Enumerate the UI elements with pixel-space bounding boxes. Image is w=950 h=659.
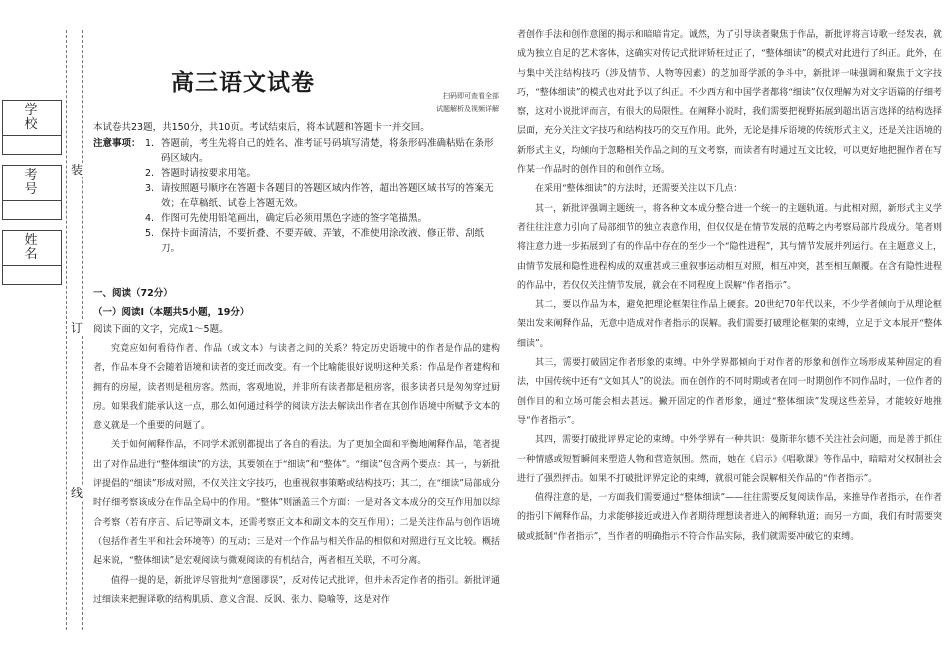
notice-item: [145, 226, 500, 256]
section-heading: 一、阅读（72分）: [93, 288, 173, 299]
scan-hint-line: 试题解析及视频详解: [436, 105, 499, 113]
exam-number-field[interactable]: [2, 165, 62, 220]
notice-item: [145, 166, 500, 181]
school-label: 学 校: [3, 101, 61, 136]
passage-paragraph: 其一，新批评强调主题统一，将各种文本成分整合进一个统一的主题轨道。与此相对照，新形式主义学者往往注意力引向了局部细节的独立表意作用，但仅仅是在情节发展的范畴之内考察局部片段成分。笔者则将注意力进一步拓展到了有的作品中存在的至少一个“隐性进程”，其与情节发展并列运行。在主题意义上，由情节发展和隐性进程构成的双重甚或三重叙事运动相互对照，相互冲突，甚至相互颠覆。在含有隐性进程的作品中，若仅仅关注情节发展，就会在不同程度上误解“作者指示”。: [517, 203, 942, 291]
notice-item: [145, 211, 500, 226]
notice-text: 保持卡面清洁，不要折叠、不要弄破、弄皱，不准使用涂改液、修正带、刮纸刀。: [161, 228, 485, 254]
notice-text: 请按照题号顺序在答题卡各题目的答题区域内作答，超出答题区域书写的答案无效；在草稿纸、试卷上答题无效。: [161, 183, 494, 209]
name-label: 姓 名: [3, 231, 61, 266]
sub-section-heading: （一）阅读Ⅰ（本题共5小题，19分）: [93, 307, 250, 318]
binding-dash-line: [66, 30, 67, 630]
notice-list: [145, 136, 500, 256]
notice-text: 作图可先使用铅笔画出，确定后必须用黑色字迹的签字笔描黑。: [161, 213, 428, 224]
student-info-fields: [2, 100, 62, 295]
notice-num: 2.: [145, 168, 155, 179]
name-field[interactable]: [2, 230, 62, 285]
school-blank[interactable]: [3, 136, 61, 154]
reading-passage-right: [517, 26, 942, 547]
passage-paragraph: 其二，要以作品为本，避免把理论框架往作品上硬套。20世纪70年代以来，不少学者倾向于从理论框架出发来阐释作品，无意中造成对作者指示的误解。我们需要打破理论框架的束缚，立足于文本展开“整体细读”。: [517, 300, 942, 349]
scan-hint-line: 扫码即可查看全部: [443, 92, 499, 100]
notice-num: 1.: [145, 138, 155, 149]
notice-item: [145, 181, 500, 211]
binding-mark-ding: 订: [70, 321, 83, 335]
reading-passage-left: [93, 340, 500, 610]
passage-paragraph: 其三，需要打破固定作者形象的束缚。中外学界都倾向于对作者的形象和创作立场形成某种固定的看法，中国传统中还有“文如其人”的说法。而在创作的不同时期或者在同一时期创作不同作品时，一位作者的创作目的和立场可能会相去甚远。撇开固定的作者形象，通过“整体细读”发现这些差异，才能较好地推导“作者指示”。: [517, 358, 942, 426]
binding-mark-zhuang: 装: [70, 163, 83, 177]
exam-number-label: 考 号: [3, 166, 61, 201]
notice-text: 答题前，考生先将自己的姓名、准考证号码填写清楚，将条形码准确粘贴在条形码区域内。: [161, 138, 494, 164]
notice-item: [145, 136, 500, 166]
notice-label: 注意事项：: [93, 138, 141, 149]
passage-paragraph: 值得一提的是，新批评尽管批判“意图谬误”，反对传记式批评，但并未否定作者的指引。新批评通过细读来把握译歌的结构肌质、意义含混、反讽、张力、隐喻等，这是对作: [93, 575, 500, 605]
exam-number-blank[interactable]: [3, 201, 61, 219]
notice-num: 3.: [145, 183, 155, 194]
passage-paragraph: 在采用“整体细读”的方法时，还需要关注以下几点：: [535, 184, 743, 195]
passage-paragraph: 关于如何阐释作品，不同学术派别都提出了各自的看法。为了更加全面和平衡地阐释作品，笔者提出了对作品进行“整体细读”的方法，其要领在于“细读”和“整体”。“细读”包含两个要点：其一，与新批评提倡的“细读”形成对照，不仅关注文字技巧，也重视叙事策略或结构技巧；其二，在“细读”局部成分时仔细考察该成分在作品全局中的作用。“整体”则涵盖三个方面：一是对各文本成分的交互作用加以综合考察（若有序言、后记等副文本，还需考察正文本和副文本的交互作用）；二是关注作品与创作语境（包括作者生平和社会环境等）的互动；三是对一个作品与相关作品的相似和对照进行互文比较。概括起来说，“整体细读”是宏观阅读与微观阅读的有机结合，两者相互关联，不可分离。: [93, 440, 500, 567]
reading-instruction: 阅读下面的文字，完成1～5题。: [93, 324, 229, 335]
exam-intro: 本试卷共23题，共150分，共10页。考试结束后，将本试题和答题卡一并交回。: [93, 122, 430, 133]
passage-paragraph: 者创作手法和创作意图的揭示和暗暗肯定。诚然，为了引导读者聚焦于作品，新批评将言诗歌一经发表，就成为独立自足的艺术客体，这确实对传记式批评矫枉过正了，“整体细读”的模式对此进行了纠正。此外，在与集中关注结构技巧（涉及情节、人物等因素）的芝加哥学派的争斗中，新批评一味强调和聚焦于文字技巧，“整体细读”的模式也对此予以了纠正。不少西方和中国学者都将“细读”仅仅理解为对文字语篇的仔细考察，这对小说批评而言，有很大的局限性。在阐释小说时，我们需要把视野拓展到超出语言选择的结构选择层面，充分关注文字技巧和结构技巧的交互作用。此外，无论是排斥语境的传统形式主义，还是关注语境的新形式主义，均倾向于忽略相关作品之间的互文考察，而读者有时通过互文比较，可以更好地把握作者在写作某一作品时的创作目的和创作立场。: [517, 30, 942, 176]
name-blank[interactable]: [3, 266, 61, 284]
notice-text: 答题时请按要求用笔。: [161, 168, 257, 179]
passage-paragraph: 值得注意的是，一方面我们需要通过“整体细读”——往往需要反复阅读作品，来推导作者指示，在作者的指引下阐释作品，力求能够接近或进入作者期待理想读者进入的阐释轨道；而另一方面，我们有时需要突破或抵制“作者指示”，当作者的明确指示不符合作品实际，我们就需要冲破它的束缚。: [517, 493, 942, 542]
passage-paragraph: 其四，需要打破批评界定论的束缚。中外学界有一种共识：曼斯菲尔德不关注社会问题，而是善于抓住一种情感或短暂瞬间来塑造人物和营造氛围。然而，她在《启示》《唱歌课》等作品中，暗暗对父权制社会进行了强烈抨击。如果不打破批评界定论的束缚，就很可能会误解相关作品的“作者指示”。: [517, 435, 942, 484]
binding-mark-xian: 线: [70, 486, 83, 500]
binding-strip: [0, 0, 88, 659]
notice-num: 4.: [145, 213, 155, 224]
passage-paragraph: 究竟应如何看待作者、作品（或文本）与读者之间的关系？特定历史语境中的作者是作品的建构者，作品本身不会随着语境和读者的变迁而改变。有一个比喻能很好说明这种关系：作品是作者建构和拥有的房屋，读者则是租房客。然而，客观地说，并非所有读者都是租房客，很多读者只是匆匆穿过厨房。如果我们能承认这一点，那么如何通过科学的阅读方法去解读出作者在其创作语境中所赋予文本的意义就是一个重要的问题了。: [93, 344, 500, 432]
exam-title: 高三语文试卷: [171, 70, 315, 96]
scan-hint: [411, 90, 499, 116]
school-field[interactable]: [2, 100, 62, 155]
notice-num: 5.: [145, 228, 155, 239]
